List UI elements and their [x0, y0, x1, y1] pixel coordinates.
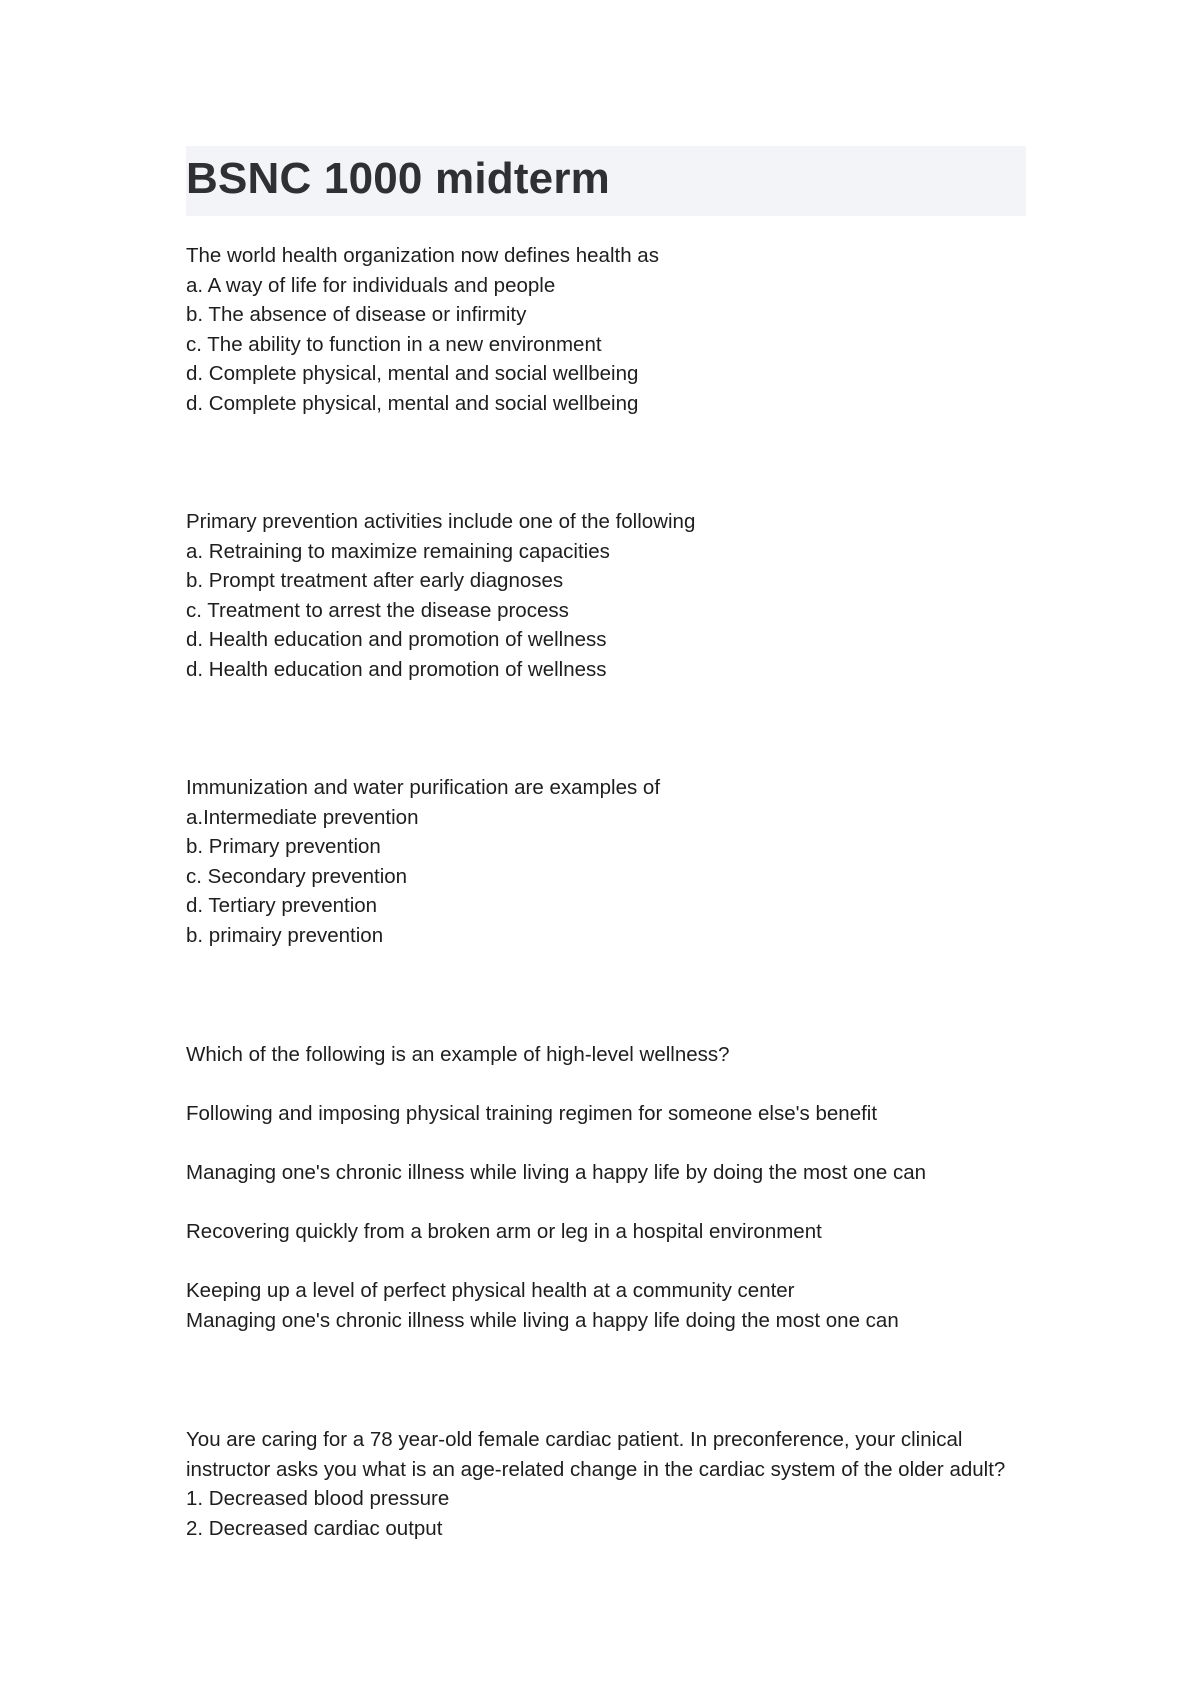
- question-5: [186, 1425, 1066, 1543]
- answer-option: c. The ability to function in a new environment: [186, 332, 602, 356]
- question-prompt: Which of the following is an example of high-level wellness?: [186, 1043, 730, 1066]
- answer-option: 2. Decreased cardiac output: [186, 1516, 443, 1540]
- answer-option: d. Tertiary prevention: [186, 894, 378, 917]
- document-title: BSNC 1000 midterm: [186, 154, 610, 203]
- question-prompt: Primary prevention activities include one of the following: [186, 510, 696, 533]
- answer-key: Managing one's chronic illness while living a happy life doing the most one can: [186, 1308, 899, 1332]
- answer-option: c. Treatment to arrest the disease process: [186, 598, 569, 622]
- question-prompt: The world health organization now defines health as: [186, 244, 659, 267]
- answer-option: a. Retraining to maximize remaining capacities: [186, 539, 610, 563]
- question-prompt-continued: instructor asks you what is an age-related change in the cardiac system of the older adult?: [186, 1457, 1006, 1481]
- answer-key: b. primairy prevention: [186, 923, 384, 947]
- question-4: [186, 1040, 1066, 1335]
- answer-option: Keeping up a level of perfect physical health at a community center: [186, 1279, 795, 1302]
- answer-option: c. Secondary prevention: [186, 864, 408, 888]
- answer-option: b. The absence of disease or infirmity: [186, 303, 527, 326]
- answer-key: d. Complete physical, mental and social wellbeing: [186, 391, 639, 415]
- answer-option: Recovering quickly from a broken arm or leg in a hospital environment: [186, 1220, 822, 1243]
- question-prompt: You are caring for a 78 year-old female cardiac patient. In preconference, your clinical: [186, 1428, 963, 1451]
- spacer: [186, 1070, 1066, 1100]
- answer-option: Following and imposing physical training regimen for someone else's benefit: [186, 1102, 878, 1125]
- answer-option: 1. Decreased blood pressure: [186, 1487, 450, 1510]
- answer-key: d. Health education and promotion of wellness: [186, 657, 607, 681]
- answer-option: d. Complete physical, mental and social wellbeing: [186, 362, 639, 385]
- question-prompt: Immunization and water purification are examples of: [186, 776, 661, 799]
- spacer: [186, 1247, 1066, 1277]
- question-2: [186, 507, 1066, 684]
- answer-option: d. Health education and promotion of wellness: [186, 628, 607, 651]
- question-3: [186, 773, 1066, 950]
- answer-option: a. A way of life for individuals and people: [186, 273, 556, 297]
- spacer: [186, 1188, 1066, 1218]
- spacer: [186, 1129, 1066, 1159]
- title-banner: [186, 146, 1026, 216]
- answer-option: a.Intermediate prevention: [186, 805, 419, 829]
- answer-option: Managing one's chronic illness while living a happy life by doing the most one can: [186, 1161, 927, 1184]
- answer-option: b. Prompt treatment after early diagnoses: [186, 569, 564, 592]
- answer-option: b. Primary prevention: [186, 835, 381, 858]
- question-1: [186, 241, 1066, 418]
